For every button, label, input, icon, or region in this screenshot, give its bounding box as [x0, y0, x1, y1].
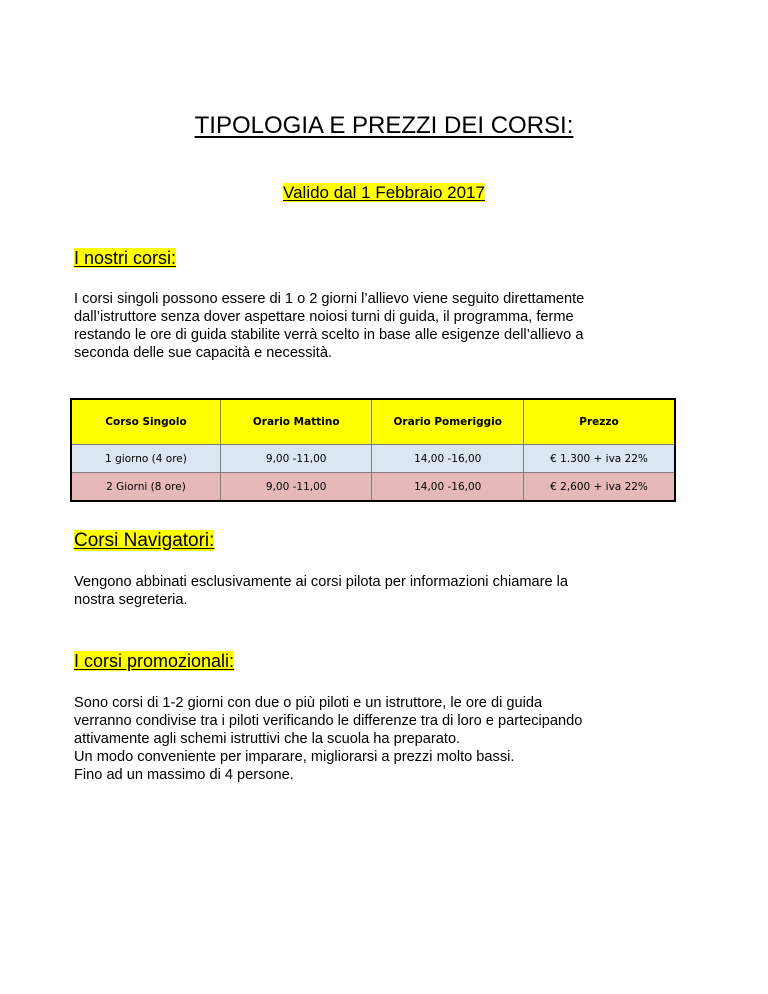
header-cell-orario-mattino: Orario Mattino [220, 399, 371, 445]
page-title: TIPOLOGIA E PREZZI DEI CORSI: [194, 112, 574, 139]
paragraph-line: attivamente agli schemi istruttivi che la scuola ha preparato. [74, 731, 461, 747]
section-heading-i-nostri-corsi: I nostri corsi: [74, 248, 177, 268]
header-cell-orario-pomeriggio: Orario Pomeriggio [372, 399, 524, 445]
section-heading-corsi-navigatori: Corsi Navigatori: [74, 530, 215, 551]
section-paragraph-i-nostri-corsi [74, 290, 714, 362]
table-cell: 9,00 -11,00 [220, 473, 371, 502]
paragraph-line: verranno condivise tra i piloti verificando le differenze tra di loro e partecipando [74, 713, 583, 729]
price-table [70, 398, 676, 502]
table-cell: € 1.300 + iva 22% [524, 445, 675, 473]
paragraph-line: Un modo conveniente per imparare, migliorarsi a prezzi molto bassi. [74, 749, 515, 765]
section-paragraph-corsi-promozionali [74, 694, 714, 784]
table-cell: 2 Giorni (8 ore) [71, 473, 220, 502]
table-cell: 1 giorno (4 ore) [71, 445, 220, 473]
table-cell: € 2,600 + iva 22% [524, 473, 675, 502]
section-heading-corsi-promozionali: I corsi promozionali: [74, 651, 235, 671]
paragraph-line: Fino ad un massimo di 4 persone. [74, 767, 294, 783]
paragraph-line: nostra segreteria. [74, 592, 188, 608]
header-cell-corso-singolo: Corso Singolo [71, 399, 220, 445]
paragraph-line: Sono corsi di 1-2 giorni con due o più piloti e un istruttore, le ore di guida [74, 695, 543, 711]
table-row [71, 473, 675, 502]
paragraph-line: restando le ore di guida stabilite verrà scelto in base alle esigenze dell’allievo a [74, 327, 584, 343]
paragraph-line: I corsi singoli possono essere di 1 o 2 giorni l’allievo viene seguito direttamente [74, 291, 585, 307]
table-cell: 14,00 -16,00 [372, 445, 524, 473]
table-header-row [71, 399, 675, 445]
table-cell: 14,00 -16,00 [372, 473, 524, 502]
validity-date [0, 183, 768, 203]
paragraph-line: Vengono abbinati esclusivamente ai corsi pilota per informazioni chiamare la [74, 574, 569, 590]
section-paragraph-corsi-navigatori [74, 573, 714, 609]
table-row [71, 445, 675, 473]
paragraph-line: dall’istruttore senza dover aspettare noiosi turni di guida, il programma, ferme [74, 309, 574, 325]
validity-date-text: Valido dal 1 Febbraio 2017 [283, 183, 485, 202]
paragraph-line: seconda delle sue capacità e necessità. [74, 345, 332, 361]
header-cell-prezzo: Prezzo [524, 399, 675, 445]
table-cell: 9,00 -11,00 [220, 445, 371, 473]
